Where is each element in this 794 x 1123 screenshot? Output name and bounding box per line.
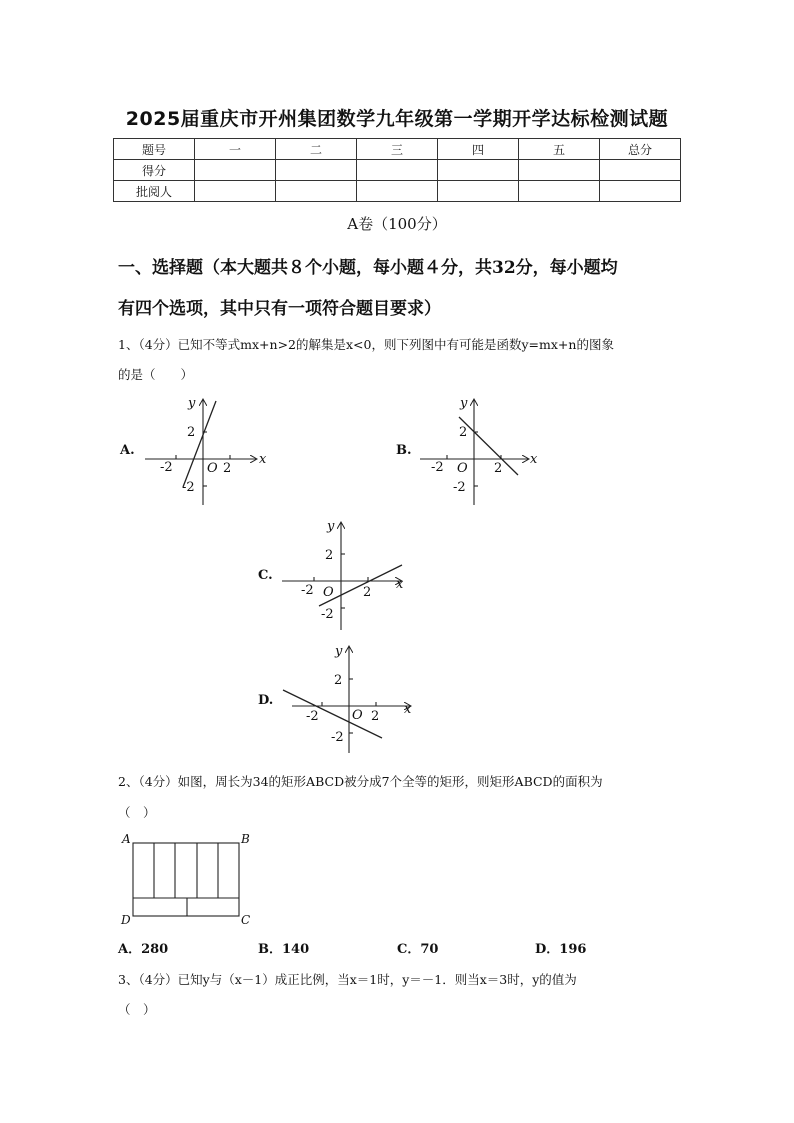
tick-label: 2 [223,461,232,476]
q2-rectangle-figure [133,843,239,916]
q1-option-c-label: C. [258,568,273,583]
graph-d [283,647,410,753]
tick-label: 2 [494,461,503,476]
document-title: 2025届重庆市开州集团数学九年级第一学期开学达标检测试题 [125,108,669,130]
graph-c-labels [301,519,404,622]
q2-text-line2: （ ） [118,805,156,820]
q1-option-d-label: D. [258,693,274,708]
q1-option-a-label: A. [120,443,135,458]
tick-label: -2 [453,480,466,495]
origin-label: O [323,585,334,600]
corner-label-a: A [122,832,131,846]
corner-label-d: D [121,913,131,927]
graph-a-labels [160,396,267,495]
graph-a [145,400,256,505]
q2-option-d: D．196 [535,942,587,957]
axis-label-y: y [188,396,196,411]
graph-d-labels [306,644,412,745]
q2-option-b: B．140 [258,942,310,957]
header-cell: 三 [357,139,438,160]
tick-label: 2 [334,673,343,688]
q3-text-line1: 3、（4分）已知y与（x－1）成正比例，当x＝1时，y＝－1．则当x＝3时，y的值为 [118,972,577,987]
row-label: 批阅人 [114,181,195,202]
axis-label-x: x [530,452,538,467]
tick-label: -2 [431,460,444,475]
q2-corner-labels [120,832,250,927]
header-cell: 二 [276,139,357,160]
tick-label: -2 [331,730,344,745]
header-cell: 题号 [114,139,195,160]
q1-option-b-label: B. [396,443,412,458]
tick-label: -2 [321,607,334,622]
corner-label-c: C [241,913,251,927]
tick-label: 2 [371,709,380,724]
q3-text-line2: （ ） [118,1002,156,1017]
q2-option-c: C．70 [397,942,439,957]
q2-option-a: A．280 [118,942,169,957]
q1-text-line1: 1、（4分）已知不等式mx+n>2的解集是x<0，则下列图中有可能是函数y=mx+n的图象 [118,337,614,352]
section-heading-line1: 一、选择题（本大题共８个小题，每小题４分，共32分，每小题均 [118,258,618,278]
section-heading-line2: 有四个选项，其中只有一项符合题目要求） [118,299,441,319]
tick-label: -2 [160,460,173,475]
corner-label-b: B [241,832,250,846]
axis-label-x: x [259,452,267,467]
volume-heading: A卷（100分） [347,215,447,233]
origin-label: O [457,461,468,476]
tick-label: 2 [187,425,196,440]
line-b [459,417,518,475]
header-cell: 一 [195,139,276,160]
axis-label-x: x [396,577,404,592]
tick-label: 2 [325,548,334,563]
axis-label-y: y [335,644,343,659]
tick-label: -2 [306,709,319,724]
tick-label: -2 [182,480,195,495]
origin-label: O [352,708,363,723]
tick-label: 2 [363,585,372,600]
header-cell: 五 [519,139,600,160]
origin-label: O [207,461,218,476]
header-cell: 四 [438,139,519,160]
q2-text-line1: 2、（4分）如图，周长为34的矩形ABCD被分成7个全等的矩形，则矩形ABCD的面积为 [118,774,603,789]
header-cell: 总分 [600,139,681,160]
graph-c [282,523,402,630]
axis-label-y: y [327,519,335,534]
axis-label-y: y [460,396,468,411]
graph-b [420,400,528,505]
tick-label: -2 [301,583,314,598]
rectangle-abcd [133,843,239,916]
q1-text-line2: 的是（ ） [118,367,194,382]
graph-b-labels [431,396,538,495]
row-label: 得分 [114,160,195,181]
axis-label-x: x [404,702,412,717]
tick-label: 2 [459,425,468,440]
